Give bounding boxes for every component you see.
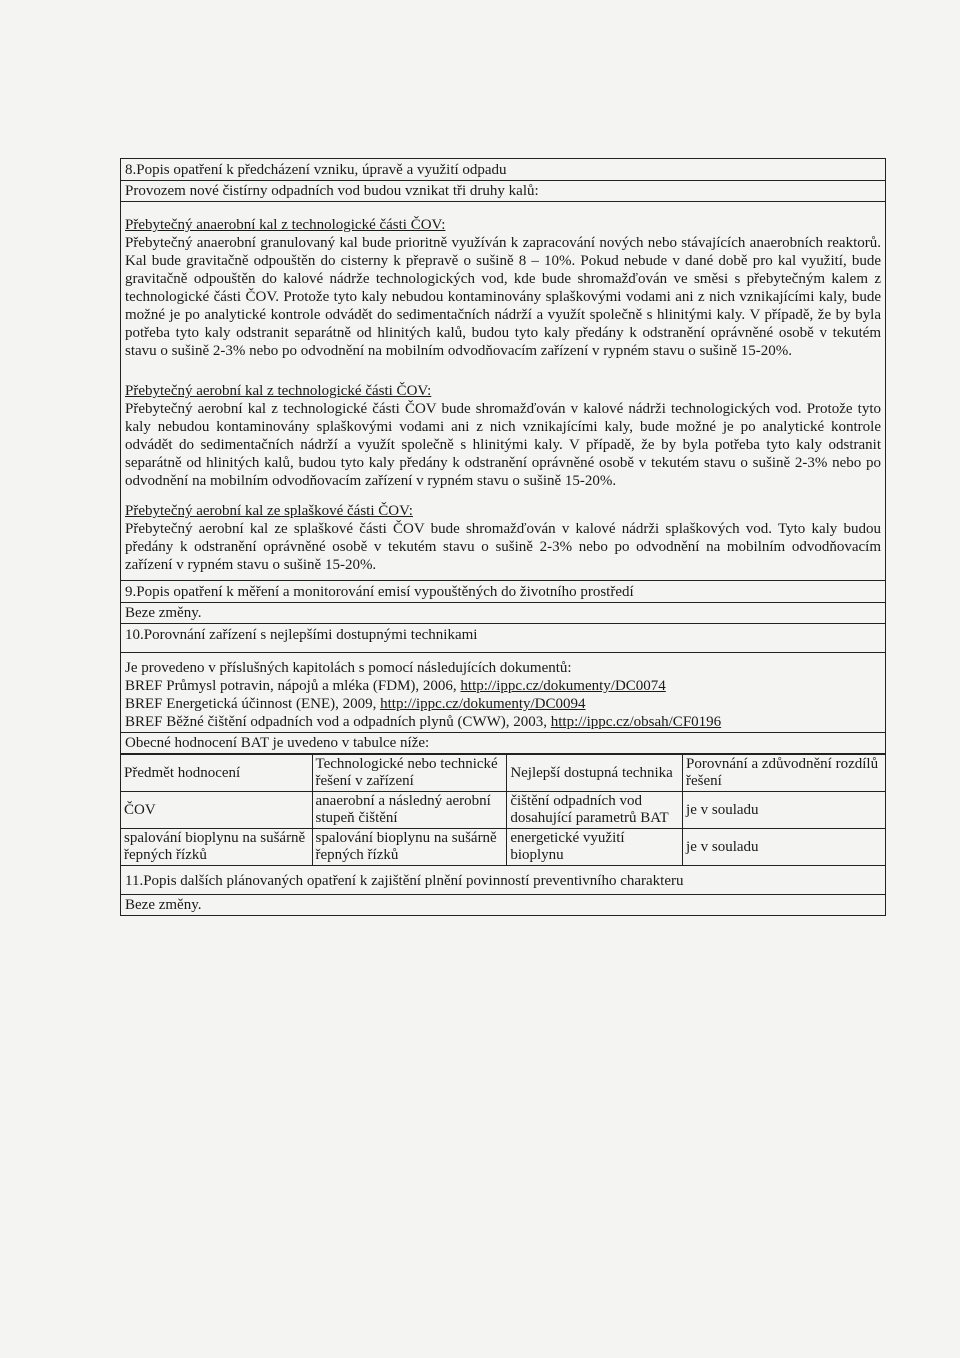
table-cell: spalování bioplynu na sušárně řepných řízků: [121, 829, 312, 866]
table-cell: ČOV: [121, 792, 312, 829]
table-header-cell: Porovnání a zdůvodnění rozdílů řešení: [683, 755, 885, 792]
table-cell: anaerobní a následný aerobní stupeň čištění: [312, 792, 507, 829]
ref-item: [125, 695, 881, 713]
refs-intro: Je provedeno v příslušných kapitolách s pomocí následujících dokumentů:: [125, 660, 572, 676]
section-8-intro: Provozem nové čistírny odpadních vod budou vznikat tři druhy kalů:: [121, 181, 885, 202]
table-header-cell: Nejlepší dostupná technika: [507, 755, 683, 792]
block-1-text: Přebytečný anaerobní granulovaný kal bude prioritně využíván k zapracování nových nebo stávajících anaerobních reaktorů. Kal bude gravitačně odpouštěn do cisterny k přepravě o sušině 8 – 10%. Pokud nebude v dané době pro kal využití, bude gravitačně odpouštěn do kalové nádrže technologických vod, kde bude shromažďován ve směsi s přebytečným kalem z technologické části ČOV. Protože tyto kaly nebudou kontaminovány splaškovými vodami ani z nich vznikajícími kaly, bude možné je po analytické kontrole odvádět do sedimentačních nádrží a využít společně s hlinitými kaly. V případě, že by byla potřeba tyto kaly odstranit separátně od hlinitých kalů, budou tyto kaly předány k odstranění oprávněné osobě v tekutém stavu o sušině 2-3% nebo po odvodnění na mobilním odvodňovacím zařízení v rypném stavu o sušině 15-20%.: [125, 235, 881, 359]
section-8-body: [121, 202, 885, 581]
ref-link[interactable]: http://ippc.cz/dokumenty/DC0094: [380, 696, 586, 712]
table-row: [121, 792, 885, 829]
section-8-title: 8.Popis opatření k předcházení vzniku, úpravě a využití odpadu: [121, 159, 885, 181]
block-3-text: Přebytečný aerobní kal ze splaškové části ČOV bude shromažďován v kalové nádrži splaškových vod. Tyto kaly budou předány k odstranění oprávněné osobě v tekutém stavu o sušině 2-3% nebo po odvodnění na mobilním odvodňovacím zařízení v rypném stavu o sušině 15-20%.: [125, 521, 881, 573]
table-header-cell: Technologické nebo technické řešení v zařízení: [312, 755, 507, 792]
table-cell: je v souladu: [683, 792, 885, 829]
block-2-heading: Přebytečný aerobní kal z technologické části ČOV:: [125, 383, 432, 399]
section-10-refs: [121, 653, 885, 733]
table-cell: spalování bioplynu na sušárně řepných řízků: [312, 829, 507, 866]
ref-link[interactable]: http://ippc.cz/dokumenty/DC0074: [460, 678, 666, 694]
table-header-row: [121, 755, 885, 792]
section-10-title: 10.Porovnání zařízení s nejlepšími dostupnými technikami: [121, 624, 885, 653]
block-3-heading: Přebytečný aerobní kal ze splaškové části ČOV:: [125, 503, 413, 519]
section-11-text: Beze změny.: [125, 897, 202, 913]
bat-table-wrap: [121, 754, 885, 866]
block-2-text: Přebytečný aerobní kal z technologické části ČOV bude shromažďován v kalové nádrži technologických vod. Protože tyto kaly nebudou kontaminovány splaškovými vodami ani z nich vznikajícími kaly, bude možné je po analytické kontrole odvádět do sedimentačních nádrží a využít společně s hlinitými kaly. V případě, že by byla potřeba tyto kaly odstranit separátně od hlinitých kalů, budou tyto kaly předány k odstranění oprávněné osobě v tekutém stavu o sušině 2-3% nebo po odvodnění na mobilním odvodňovacím zařízení v rypném stavu o sušině 15-20%.: [125, 401, 881, 489]
ref-item: [125, 713, 881, 731]
section-11-title: 11.Popis dalších plánovaných opatření k zajištění plnění povinností preventivního charakteru: [121, 866, 885, 895]
ref-text: BREF Energetická účinnost (ENE), 2009,: [125, 696, 381, 712]
document-frame: [120, 158, 886, 916]
ref-item: [125, 677, 881, 695]
block-1-heading: Přebytečný anaerobní kal z technologické části ČOV:: [125, 217, 446, 233]
ref-link[interactable]: http://ippc.cz/obsah/CF0196: [550, 714, 722, 730]
table-caption: Obecné hodnocení BAT je uvedeno v tabulce níže:: [121, 733, 885, 754]
table-row: [121, 829, 885, 866]
table-cell: energetické využití bioplynu: [507, 829, 683, 866]
ref-text: BREF Běžné čištění odpadních vod a odpadních plynů (CWW), 2003,: [125, 714, 551, 730]
table-cell: čištění odpadních vod dosahující parametrů BAT: [507, 792, 683, 829]
table-header-cell: Předmět hodnocení: [121, 755, 312, 792]
section-9-title: 9.Popis opatření k měření a monitorování emisí vypouštěných do životního prostředí: [121, 581, 885, 603]
ref-text: BREF Průmysl potravin, nápojů a mléka (FDM), 2006,: [125, 678, 461, 694]
bat-table: [121, 754, 885, 865]
table-cell: je v souladu: [683, 829, 885, 866]
section-9-text: Beze změny.: [121, 603, 885, 624]
